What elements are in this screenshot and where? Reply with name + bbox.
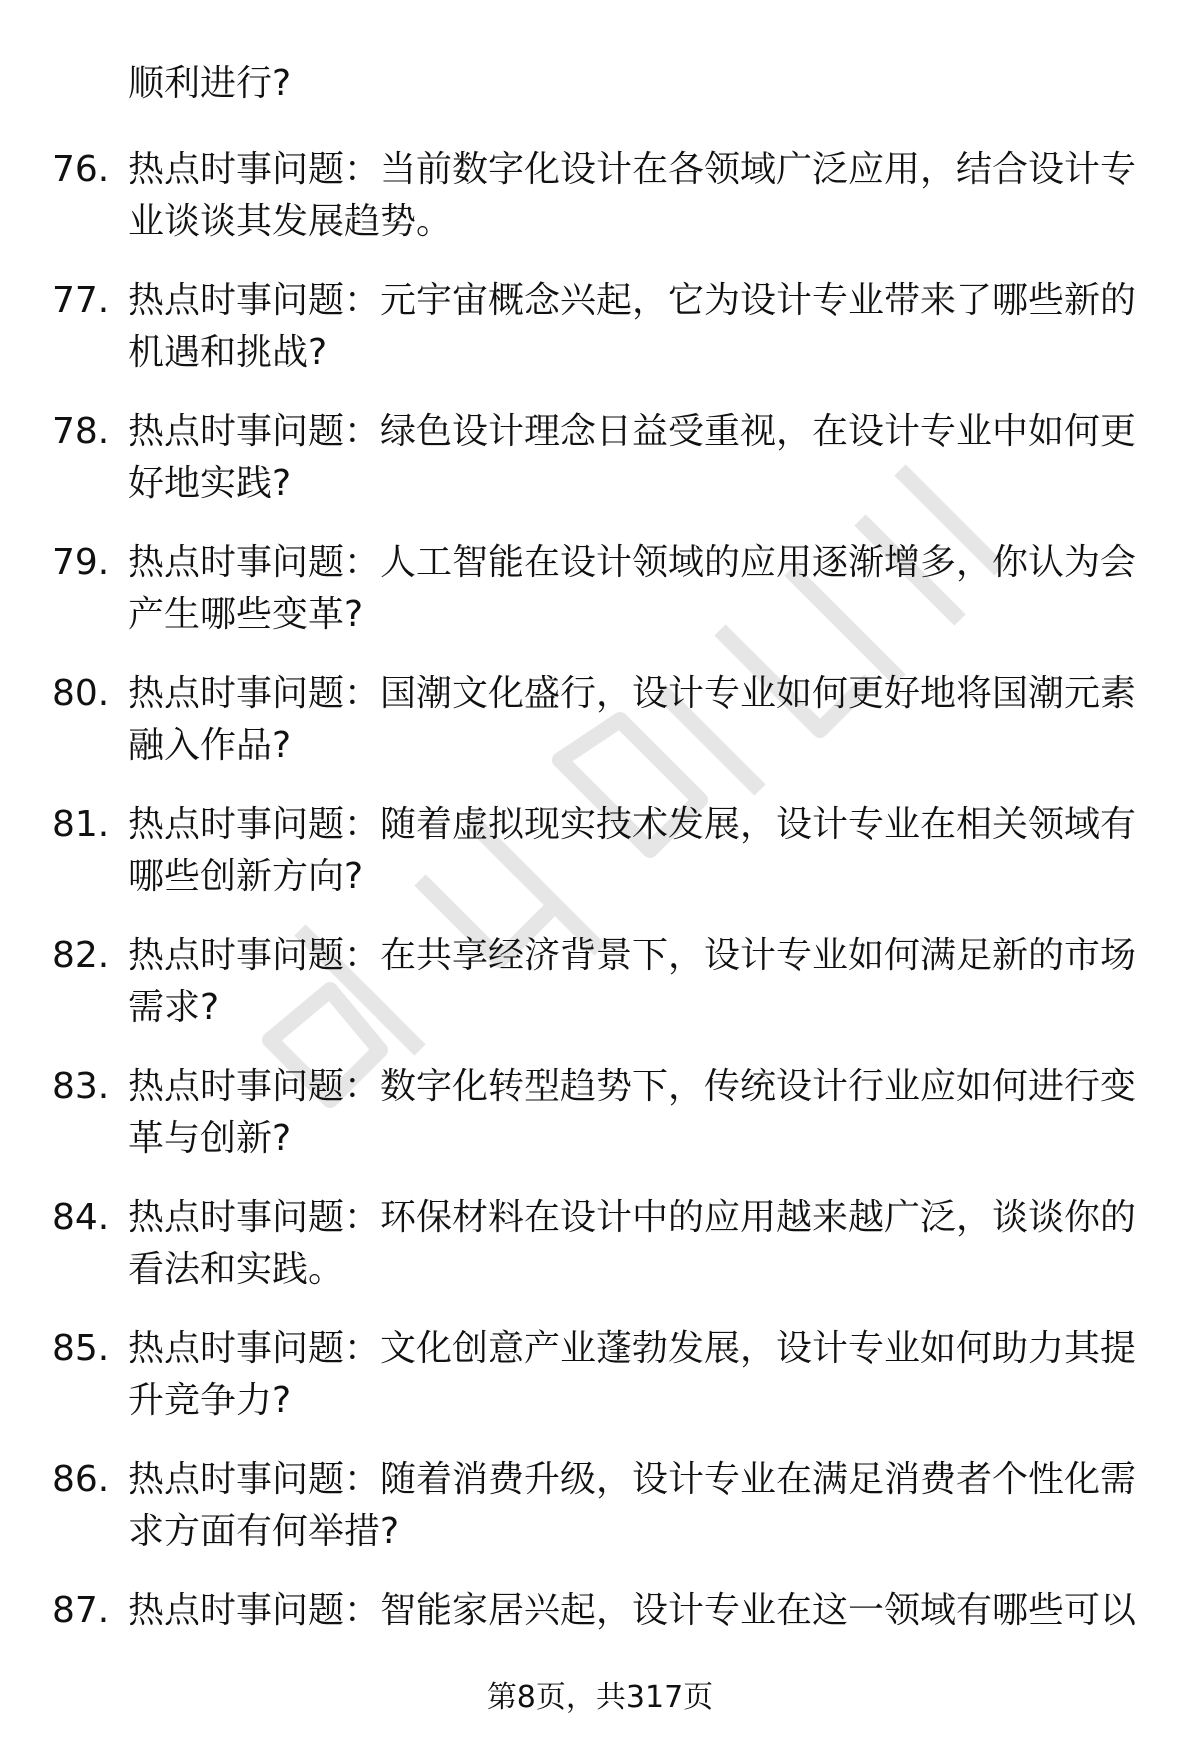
item-number: 82. — [52, 935, 110, 976]
item-text: 热点时事问题：元宇宙概念兴起，它为设计专业带来了哪些新的机遇和挑战? — [128, 280, 1137, 373]
list-item — [0, 930, 1200, 1061]
list-item — [0, 668, 1200, 799]
continuation-text: 顺利进行? — [128, 63, 292, 104]
list-item — [0, 1061, 1200, 1192]
item-number: 84. — [52, 1197, 110, 1238]
item-number: 81. — [52, 804, 110, 845]
item-number: 76. — [52, 149, 110, 190]
item-text: 热点时事问题：文化创意产业蓬勃发展，设计专业如何助力其提升竞争力? — [128, 1328, 1137, 1421]
list-item — [0, 144, 1200, 275]
item-text: 热点时事问题：环保材料在设计中的应用越来越广泛，谈谈你的看法和实践。 — [128, 1197, 1137, 1290]
item-number: 80. — [52, 673, 110, 714]
list-item — [0, 1323, 1200, 1454]
list-item — [0, 799, 1200, 930]
item-number: 87. — [52, 1590, 110, 1631]
item-text: 热点时事问题：智能家居兴起，设计专业在这一领域有哪些可以 — [128, 1590, 1137, 1631]
list-item — [0, 406, 1200, 537]
list-item — [0, 537, 1200, 668]
list-item — [0, 1454, 1200, 1585]
item-number: 79. — [52, 542, 110, 583]
item-number: 78. — [52, 411, 110, 452]
item-number: 77. — [52, 280, 110, 321]
item-text: 热点时事问题：当前数字化设计在各领域广泛应用，结合设计专业谈谈其发展趋势。 — [128, 149, 1137, 242]
list-item — [0, 1192, 1200, 1323]
question-list — [0, 144, 1200, 1716]
item-text: 热点时事问题：绿色设计理念日益受重视，在设计专业中如何更好地实践? — [128, 411, 1137, 504]
list-item — [0, 275, 1200, 406]
item-text: 热点时事问题：随着消费升级，设计专业在满足消费者个性化需求方面有何举措? — [128, 1459, 1137, 1552]
item-number: 85. — [52, 1328, 110, 1369]
item-number: 86. — [52, 1459, 110, 1500]
item-text: 热点时事问题：国潮文化盛行，设计专业如何更好地将国潮元素融入作品? — [128, 673, 1137, 766]
item-text: 热点时事问题：人工智能在设计领域的应用逐渐增多，你认为会产生哪些变革? — [128, 542, 1137, 635]
item-text: 热点时事问题：在共享经济背景下，设计专业如何满足新的市场需求? — [128, 935, 1137, 1028]
page-footer: 第8页，共317页 — [486, 1680, 714, 1715]
item-text: 热点时事问题：随着虚拟现实技术发展，设计专业在相关领域有哪些创新方向? — [128, 804, 1137, 897]
item-number: 83. — [52, 1066, 110, 1107]
item-text: 热点时事问题：数字化转型趋势下，传统设计行业应如何进行变革与创新? — [128, 1066, 1137, 1159]
